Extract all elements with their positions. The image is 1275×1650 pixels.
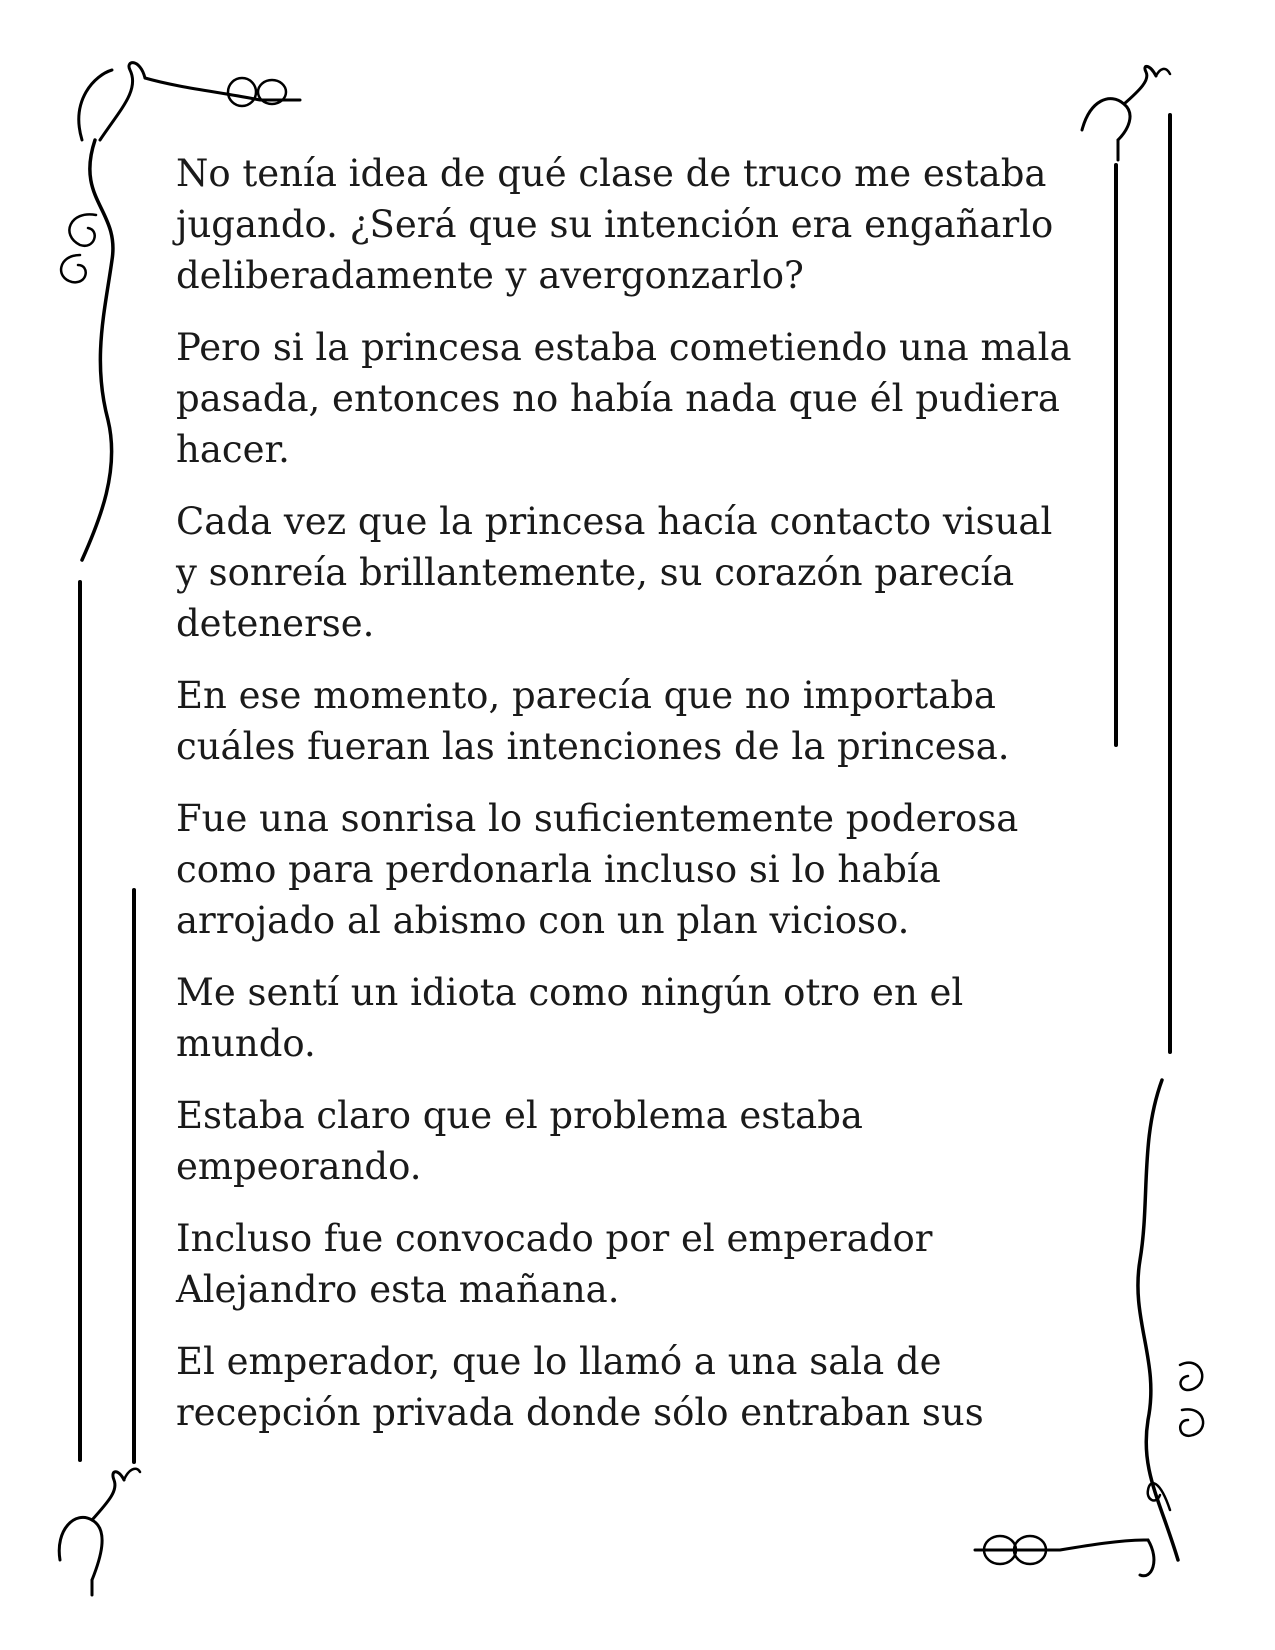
paragraph: Pero si la princesa estaba cometiendo una mala pasada, entonces no había nada que él pudiera hacer.: [176, 326, 1072, 471]
paragraph: El emperador, que lo llamó a una sala de recepción privada donde sólo entraban sus: [176, 1340, 984, 1434]
paragraph: En ese momento, parecía que no importaba cuáles fueran las intenciones de la princesa.: [176, 674, 1010, 768]
top-right-flourish-icon: [1082, 66, 1170, 160]
paragraph: Incluso fue convocado por el emperador Alejandro esta mañana.: [176, 1217, 933, 1311]
paragraph: No tenía idea de qué clase de truco me estaba jugando. ¿Será que su intención era engañarlo deliberadamente y avergonzarlo?: [176, 152, 1054, 297]
paragraph: Fue una sonrisa lo suficientemente poderosa como para perdonarla incluso si lo había arrojado al abismo con un plan vicioso.: [176, 797, 1019, 942]
paragraph: Estaba claro que el problema estaba empeorando.: [176, 1094, 863, 1188]
bottom-left-flourish-icon: [59, 1469, 140, 1595]
body-text: [176, 148, 1096, 1459]
paragraph: Cada vez que la princesa hacía contacto visual y sonreía brillantemente, su corazón parecía detenerse.: [176, 500, 1053, 645]
paragraph: Me sentí un idiota como ningún otro en el mundo.: [176, 971, 964, 1065]
